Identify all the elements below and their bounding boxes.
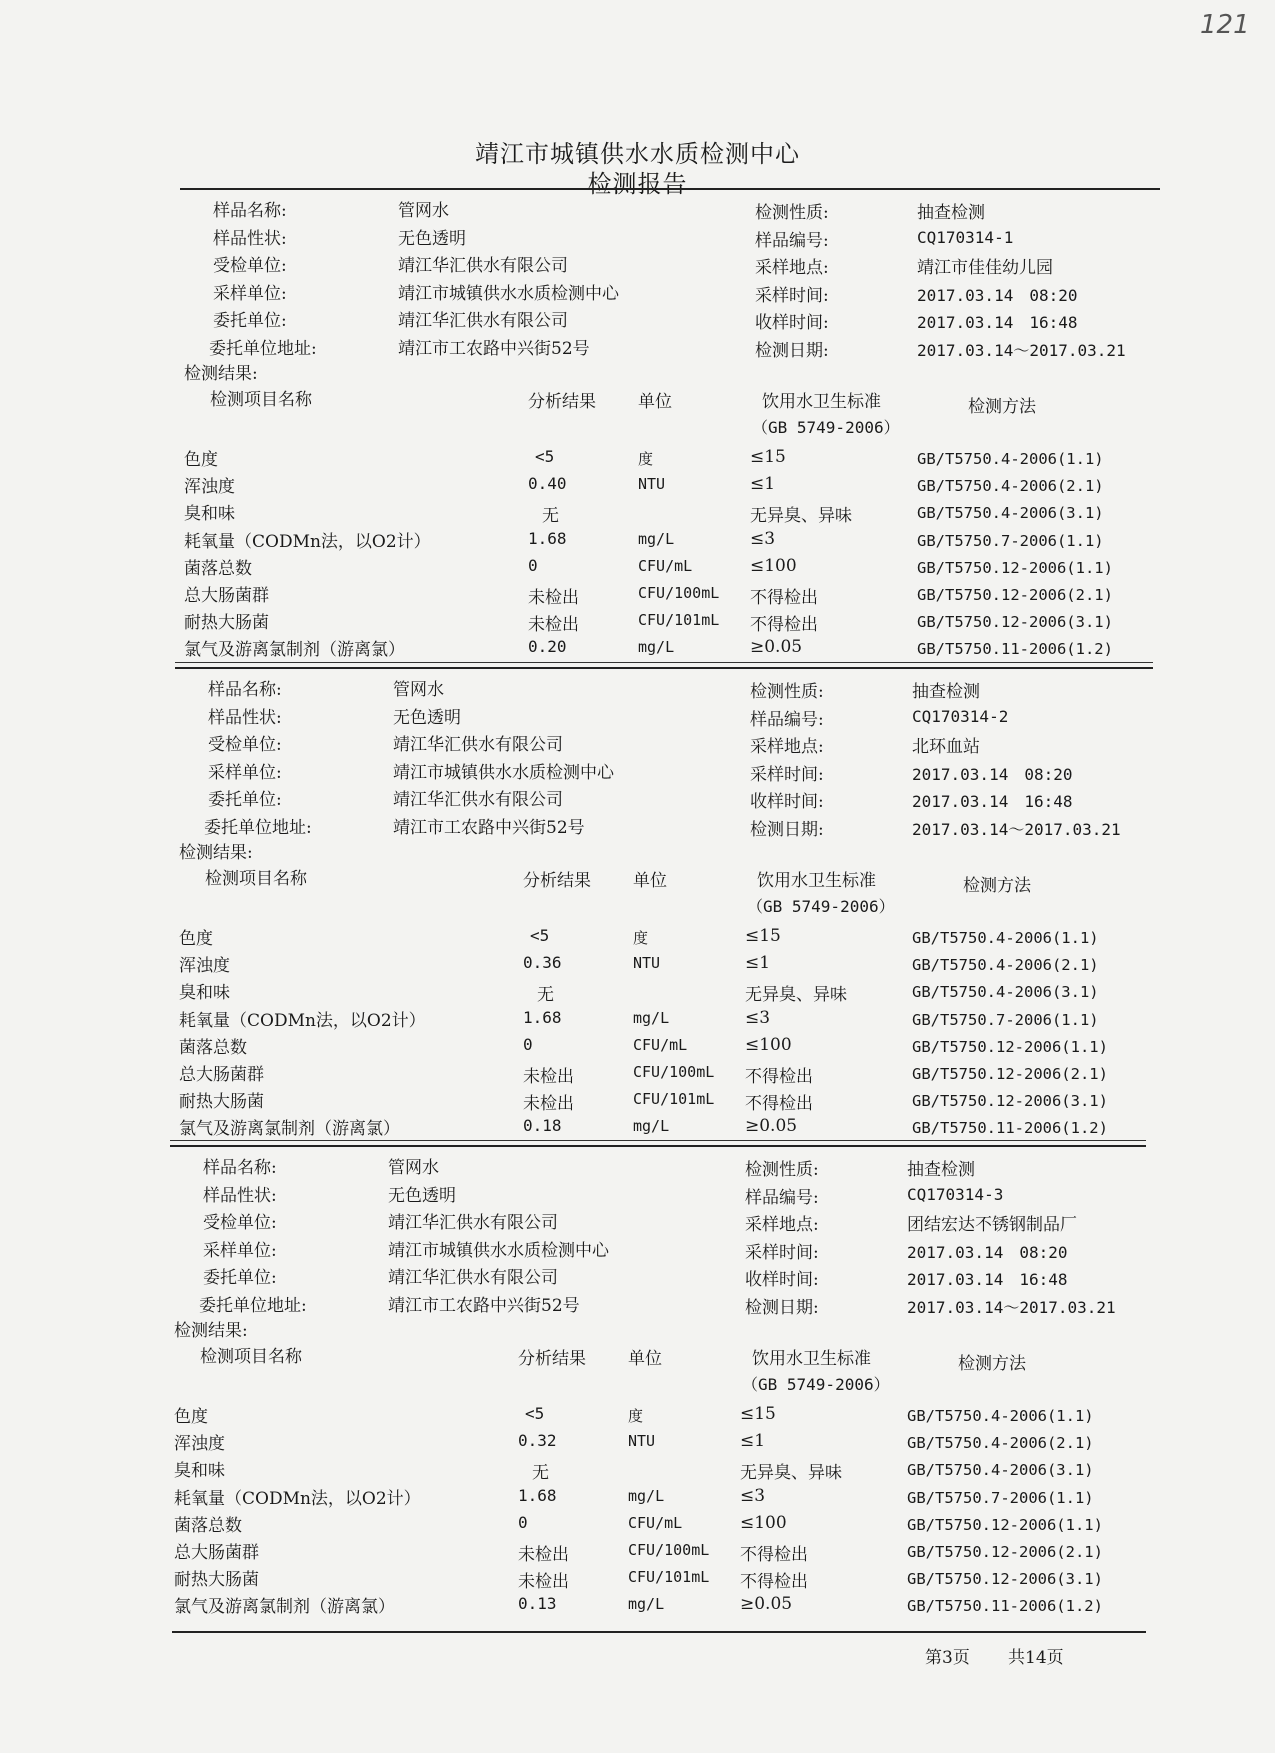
info-value-sampling-site: 靖江市佳佳幼儿园 (917, 258, 1053, 278)
table-cell-result: <5 (525, 1404, 545, 1423)
table-cell-method: GB/T5750.4-2006(1.1) (907, 1407, 1094, 1425)
info-value-sampling-unit: 靖江市城镇供水水质检测中心 (398, 283, 619, 304)
table-cell-method: GB/T5750.4-2006(2.1) (907, 1434, 1094, 1453)
info-label-sample-state: 样品性状: (213, 228, 287, 249)
table-cell-method: GB/T5750.4-2006(3.1) (912, 983, 1099, 1002)
info-value-receipt-time: 2017.03.14 16:48 (907, 1270, 1068, 1289)
col-header-standard-code: （GB 5749-2006） (747, 897, 895, 916)
info-value-sample-no: CQ170314-3 (907, 1184, 1004, 1204)
table-cell-item: 浑浊度 (174, 1434, 225, 1455)
table-cell-standard: ≤3 (740, 1485, 766, 1506)
table-cell-method: GB/T5750.7-2006(1.1) (907, 1488, 1094, 1507)
table-cell-method: GB/T5750.7-2006(1.1) (912, 1010, 1099, 1029)
info-value-sample-state: 无色透明 (393, 707, 461, 728)
table-cell-unit: mg/L (638, 638, 675, 657)
info-value-sampling-unit: 靖江市城镇供水水质检测中心 (388, 1240, 609, 1261)
info-label-sample-state: 样品性状: (203, 1185, 277, 1206)
table-cell-item: 耗氧量（CODMn法，以O2计） (184, 531, 431, 552)
col-header-unit: 单位 (633, 871, 667, 891)
table-cell-unit: CFU/100mL (633, 1063, 715, 1081)
table-cell-result: 未检出 (523, 1094, 574, 1115)
table-cell-standard: ≤1 (750, 474, 776, 495)
table-cell-unit: CFU/100mL (628, 1541, 710, 1559)
table-cell-item: 氯气及游离氯制剂（游离氯） (184, 640, 405, 661)
table-cell-item: 耗氧量（CODMn法，以O2计） (179, 1010, 426, 1031)
col-header-method: 检测方法 (958, 1354, 1026, 1374)
table-cell-standard: ≤100 (745, 1034, 792, 1055)
table-cell-unit: NTU (633, 954, 661, 973)
info-label-inspected-unit: 受检单位: (208, 735, 282, 755)
table-cell-unit: NTU (638, 475, 666, 494)
info-label-client-address: 委托单位地址: (199, 1295, 307, 1316)
table-cell-item: 耐热大肠菌 (174, 1570, 259, 1591)
table-cell-result: 未检出 (518, 1572, 569, 1593)
info-label-sampling-unit: 采样单位: (203, 1240, 277, 1261)
col-header-unit: 单位 (638, 392, 672, 412)
info-value-test-nature: 抽查检测 (917, 203, 985, 223)
info-label-client-unit: 委托单位: (203, 1268, 277, 1288)
table-cell-result: 1.68 (518, 1485, 557, 1505)
info-label-sampling-time: 采样时间: (755, 285, 829, 306)
table-cell-standard: ≥0.05 (740, 1594, 793, 1615)
table-cell-standard: ≤3 (745, 1007, 771, 1028)
table-cell-standard: ≤3 (750, 528, 776, 549)
info-value-client-unit: 靖江华汇供水有限公司 (398, 311, 568, 331)
report-title: 检测报告 (587, 170, 688, 198)
col-header-item: 检测项目名称 (200, 1347, 302, 1367)
table-cell-result: 1.68 (523, 1007, 562, 1027)
info-label-sample-no: 样品编号: (745, 1187, 819, 1208)
table-cell-result: 无 (537, 985, 554, 1006)
info-value-test-nature: 抽查检测 (907, 1160, 975, 1180)
table-cell-result: <5 (530, 926, 550, 945)
info-label-client-address: 委托单位地址: (209, 338, 317, 359)
info-value-inspected-unit: 靖江华汇供水有限公司 (398, 256, 568, 276)
results-label: 检测结果: (184, 364, 258, 384)
table-cell-unit: CFU/101mL (633, 1090, 715, 1109)
table-cell-standard: ≤15 (745, 926, 781, 946)
table-cell-method: GB/T5750.4-2006(3.1) (917, 504, 1104, 523)
info-label-receipt-time: 收样时间: (745, 1270, 819, 1290)
table-cell-result: 未检出 (523, 1067, 574, 1087)
info-label-sample-no: 样品编号: (755, 230, 829, 251)
table-cell-unit: 度 (638, 450, 654, 468)
table-cell-result: 0 (518, 1512, 528, 1532)
col-header-item: 检测项目名称 (205, 869, 307, 889)
info-label-test-nature: 检测性质: (755, 203, 829, 223)
col-header-method: 检测方法 (963, 876, 1031, 896)
table-cell-standard: ≤1 (740, 1431, 766, 1452)
info-value-client-address: 靖江市工农路中兴街52号 (393, 817, 585, 838)
table-cell-method: GB/T5750.12-2006(1.1) (907, 1515, 1103, 1534)
info-label-test-date: 检测日期: (750, 819, 824, 840)
info-value-sampling-site: 北环血站 (912, 737, 980, 757)
handwritten-page-mark: 121 (1200, 10, 1250, 40)
table-cell-item: 臭和味 (179, 983, 230, 1004)
table-cell-standard: 无异臭、异味 (745, 985, 847, 1006)
info-label-sampling-site: 采样地点: (745, 1215, 819, 1235)
table-cell-item: 浑浊度 (179, 956, 230, 977)
info-value-sample-state: 无色透明 (388, 1185, 456, 1206)
col-header-item: 检测项目名称 (210, 390, 312, 410)
info-value-sample-name: 管网水 (398, 201, 449, 221)
col-header-standard: 饮用水卫生标准 (762, 392, 881, 412)
table-cell-standard: ≥0.05 (750, 637, 803, 658)
col-header-unit: 单位 (628, 1349, 662, 1369)
info-label-sample-state: 样品性状: (208, 707, 282, 728)
info-label-sampling-site: 采样地点: (755, 258, 829, 278)
info-value-test-date: 2017.03.14～2017.03.21 (917, 340, 1126, 360)
info-value-inspected-unit: 靖江华汇供水有限公司 (388, 1213, 558, 1233)
info-label-sampling-unit: 采样单位: (208, 762, 282, 783)
table-cell-item: 臭和味 (184, 504, 235, 525)
table-cell-method: GB/T5750.12-2006(1.1) (912, 1037, 1108, 1056)
info-value-client-address: 靖江市工农路中兴街52号 (388, 1295, 580, 1316)
table-cell-standard: 不得检出 (745, 1067, 813, 1087)
col-header-standard: 饮用水卫生标准 (752, 1349, 871, 1369)
table-cell-unit: NTU (628, 1432, 656, 1451)
table-cell-item: 耗氧量（CODMn法，以O2计） (174, 1488, 421, 1509)
info-value-test-date: 2017.03.14～2017.03.21 (912, 819, 1121, 839)
info-label-sample-no: 样品编号: (750, 709, 824, 730)
section-double-rule (175, 662, 1153, 663)
table-cell-item: 耐热大肠菌 (184, 613, 269, 634)
section-top-rule (170, 1145, 1146, 1147)
table-cell-standard: 不得检出 (740, 1545, 808, 1565)
footer-total: 共14页 (1008, 1648, 1064, 1668)
table-cell-unit: mg/L (628, 1595, 665, 1614)
table-cell-method: GB/T5750.4-2006(1.1) (917, 450, 1104, 468)
info-value-sample-state: 无色透明 (398, 228, 466, 249)
table-cell-method: GB/T5750.12-2006(2.1) (907, 1543, 1103, 1561)
table-cell-result: 无 (542, 506, 559, 527)
info-label-test-nature: 检测性质: (745, 1160, 819, 1180)
table-cell-standard: 不得检出 (750, 615, 818, 636)
table-cell-item: 色度 (179, 929, 213, 949)
info-label-receipt-time: 收样时间: (750, 792, 824, 812)
info-label-sampling-site: 采样地点: (750, 737, 824, 757)
table-cell-unit: mg/L (633, 1117, 670, 1136)
table-cell-method: GB/T5750.12-2006(1.1) (917, 558, 1113, 577)
table-cell-item: 总大肠菌群 (174, 1543, 259, 1563)
table-cell-method: GB/T5750.12-2006(2.1) (917, 586, 1113, 604)
results-label: 检测结果: (179, 843, 253, 863)
info-value-test-nature: 抽查检测 (912, 682, 980, 702)
table-cell-result: 未检出 (528, 588, 579, 608)
table-cell-method: GB/T5750.7-2006(1.1) (917, 531, 1104, 550)
info-value-sample-name: 管网水 (388, 1158, 439, 1178)
table-cell-method: GB/T5750.12-2006(2.1) (912, 1065, 1108, 1083)
table-cell-standard: 不得检出 (745, 1094, 813, 1115)
table-cell-item: 浑浊度 (184, 477, 235, 498)
info-value-sampling-time: 2017.03.14 08:20 (917, 285, 1078, 305)
table-cell-method: GB/T5750.11-2006(1.2) (912, 1119, 1108, 1138)
info-label-receipt-time: 收样时间: (755, 313, 829, 333)
table-cell-item: 臭和味 (174, 1461, 225, 1482)
info-label-sample-name: 样品名称: (213, 201, 287, 221)
table-cell-method: GB/T5750.4-2006(1.1) (912, 929, 1099, 947)
section-top-rule (180, 188, 1160, 190)
info-value-client-unit: 靖江华汇供水有限公司 (393, 790, 563, 810)
table-cell-standard: ≤100 (750, 555, 797, 576)
table-cell-unit: 度 (628, 1407, 644, 1425)
table-cell-result: 0.40 (528, 474, 567, 494)
table-cell-result: 0.32 (518, 1431, 557, 1451)
table-cell-standard: 无异臭、异味 (750, 506, 852, 527)
table-cell-item: 氯气及游离氯制剂（游离氯） (174, 1597, 395, 1618)
info-label-sample-name: 样品名称: (208, 680, 282, 700)
info-value-sample-name: 管网水 (393, 680, 444, 700)
table-cell-standard: ≤15 (750, 447, 786, 467)
info-value-sampling-time: 2017.03.14 08:20 (907, 1242, 1068, 1262)
table-cell-unit: 度 (633, 929, 649, 947)
table-cell-result: 0.18 (523, 1116, 562, 1136)
info-label-test-nature: 检测性质: (750, 682, 824, 702)
table-cell-method: GB/T5750.4-2006(2.1) (917, 477, 1104, 496)
table-cell-standard: 不得检出 (750, 588, 818, 608)
table-cell-result: 未检出 (528, 615, 579, 636)
table-cell-standard: ≥0.05 (745, 1116, 798, 1137)
table-cell-method: GB/T5750.4-2006(3.1) (907, 1461, 1094, 1480)
table-cell-item: 菌落总数 (174, 1515, 242, 1536)
footer-page: 第3页 (925, 1648, 970, 1668)
table-cell-unit: mg/L (638, 529, 675, 548)
table-cell-unit: CFU/100mL (638, 584, 720, 602)
table-cell-item: 菌落总数 (184, 558, 252, 579)
table-cell-item: 氯气及游离氯制剂（游离氯） (179, 1119, 400, 1140)
footer-rule (172, 1631, 1146, 1633)
table-cell-method: GB/T5750.12-2006(3.1) (907, 1570, 1103, 1589)
col-header-standard-code: （GB 5749-2006） (742, 1375, 890, 1394)
col-header-standard: 饮用水卫生标准 (757, 871, 876, 891)
col-header-result: 分析结果 (518, 1349, 586, 1369)
col-header-method: 检测方法 (968, 397, 1036, 417)
info-value-receipt-time: 2017.03.14 16:48 (917, 313, 1078, 332)
info-value-inspected-unit: 靖江华汇供水有限公司 (393, 735, 563, 755)
col-header-result: 分析结果 (528, 392, 596, 412)
table-cell-result: 未检出 (518, 1545, 569, 1565)
info-value-receipt-time: 2017.03.14 16:48 (912, 792, 1073, 811)
table-cell-result: 0.20 (528, 637, 567, 657)
info-value-sample-no: CQ170314-2 (912, 706, 1009, 726)
info-value-sampling-time: 2017.03.14 08:20 (912, 764, 1073, 784)
table-cell-standard: ≤15 (740, 1404, 776, 1424)
section-top-rule (175, 667, 1153, 669)
table-cell-item: 色度 (184, 450, 218, 470)
table-cell-method: GB/T5750.4-2006(2.1) (912, 956, 1099, 975)
table-cell-result: 1.68 (528, 528, 567, 548)
info-label-client-unit: 委托单位: (213, 311, 287, 331)
info-value-client-unit: 靖江华汇供水有限公司 (388, 1268, 558, 1288)
section-double-rule (170, 1140, 1146, 1141)
info-label-client-unit: 委托单位: (208, 790, 282, 810)
col-header-result: 分析结果 (523, 871, 591, 891)
table-cell-unit: CFU/101mL (628, 1568, 710, 1587)
info-value-sample-no: CQ170314-1 (917, 227, 1014, 247)
table-cell-result: <5 (535, 447, 555, 466)
table-cell-unit: mg/L (628, 1486, 665, 1505)
info-value-sampling-unit: 靖江市城镇供水水质检测中心 (393, 762, 614, 783)
info-label-inspected-unit: 受检单位: (213, 256, 287, 276)
table-cell-method: GB/T5750.12-2006(3.1) (912, 1092, 1108, 1111)
info-label-test-date: 检测日期: (745, 1297, 819, 1318)
info-value-sampling-site: 团结宏达不锈钢制品厂 (907, 1215, 1077, 1235)
table-cell-item: 总大肠菌群 (184, 586, 269, 606)
info-label-sample-name: 样品名称: (203, 1158, 277, 1178)
table-cell-standard: 无异臭、异味 (740, 1463, 842, 1484)
table-cell-standard: ≤100 (740, 1512, 787, 1533)
info-label-client-address: 委托单位地址: (204, 817, 312, 838)
table-cell-standard: ≤1 (745, 953, 771, 974)
table-cell-result: 无 (532, 1463, 549, 1484)
info-label-sampling-unit: 采样单位: (213, 283, 287, 304)
info-value-client-address: 靖江市工农路中兴街52号 (398, 338, 590, 359)
table-cell-unit: CFU/mL (628, 1513, 683, 1532)
table-cell-unit: CFU/mL (633, 1035, 688, 1054)
table-cell-method: GB/T5750.12-2006(3.1) (917, 613, 1113, 632)
table-cell-standard: 不得检出 (740, 1572, 808, 1593)
table-cell-unit: mg/L (633, 1008, 670, 1027)
table-cell-result: 0.13 (518, 1594, 557, 1614)
info-label-inspected-unit: 受检单位: (203, 1213, 277, 1233)
table-cell-result: 0.36 (523, 953, 562, 973)
table-cell-item: 总大肠菌群 (179, 1065, 264, 1085)
table-cell-item: 菌落总数 (179, 1037, 247, 1058)
info-label-sampling-time: 采样时间: (750, 764, 824, 785)
table-cell-item: 色度 (174, 1407, 208, 1427)
col-header-standard-code: （GB 5749-2006） (752, 418, 900, 437)
results-label: 检测结果: (174, 1321, 248, 1341)
table-cell-method: GB/T5750.11-2006(1.2) (917, 640, 1113, 659)
table-cell-item: 耐热大肠菌 (179, 1092, 264, 1113)
report-org-title: 靖江市城镇供水水质检测中心 (475, 140, 800, 168)
table-cell-result: 0 (523, 1034, 533, 1054)
info-value-test-date: 2017.03.14～2017.03.21 (907, 1297, 1116, 1317)
info-label-sampling-time: 采样时间: (745, 1242, 819, 1263)
table-cell-unit: CFU/mL (638, 556, 693, 575)
table-cell-result: 0 (528, 555, 538, 575)
table-cell-unit: CFU/101mL (638, 611, 720, 630)
info-label-test-date: 检测日期: (755, 340, 829, 361)
table-cell-method: GB/T5750.11-2006(1.2) (907, 1597, 1103, 1616)
